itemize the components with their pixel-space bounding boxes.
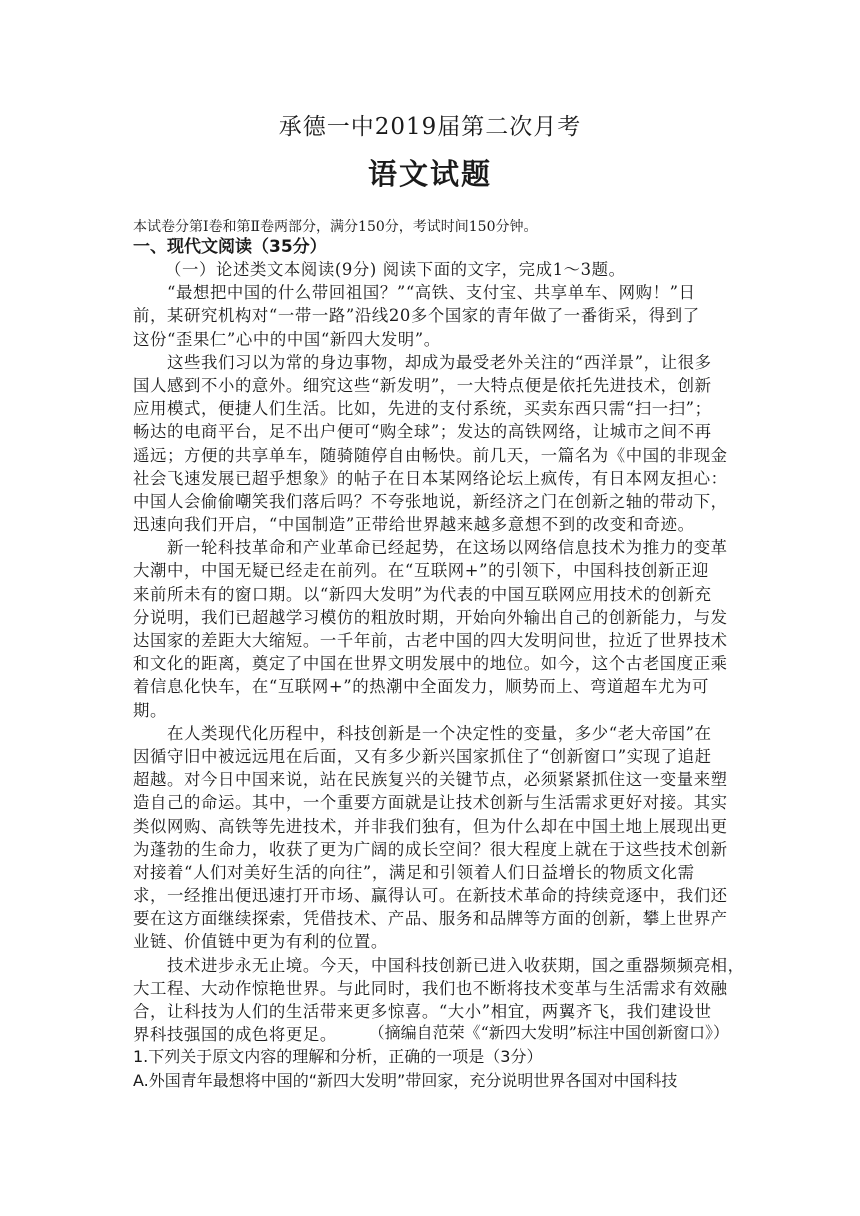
option-a: A.外国青年最想将中国的“新四大发明”带回家，充分说明世界各国对中国科技 <box>133 1071 678 1090</box>
article-line: 合，让科技为人们的生活带来更多惊喜。“大小”相宜，两翼齐飞，我们建设世 <box>133 1002 712 1021</box>
article-line: 新一轮科技革命和产业革命已经起势，在这场以网络信息技术为推力的变革 <box>133 538 728 558</box>
article-source: （摘编自范荣《“新四大发明”标注中国创新窗口》） <box>368 1023 729 1042</box>
article-line: 大工程、大动作惊艳世界。与此同时，我们也不断将技术变革与生活需求有效融 <box>133 978 728 998</box>
article-line: 畅达的电商平台，足不出户便可“购全球”；发达的高铁网络，让城市之间不再 <box>133 422 712 442</box>
article-line: 求，一经推出便迅速打开市场、赢得认可。在新技术革命的持续竞逐中，我们还 <box>133 886 728 906</box>
article-line: 技术进步永无止境。今天，中国科技创新已进入收获期，国之重器频频亮相， <box>133 955 745 975</box>
exam-subject-title: 语文试题 <box>367 157 492 191</box>
article-line: 因循守旧中被远远甩在后面，又有多少新兴国家抓住了“创新窗口”实现了追赶 <box>133 746 712 766</box>
article-line: 界科技强国的成色将更足。 <box>133 1025 337 1045</box>
section-heading: 一、现代文阅读（35分） <box>133 237 327 257</box>
article-line: “最想把中国的什么带回祖国？”“高铁、支付宝、共享单车、网购！”日 <box>133 283 696 303</box>
article-line: 对接着“人们对美好生活的向往”，满足和引领着人们日益增长的物质文化需 <box>133 862 695 882</box>
article-line: 和文化的距离，奠定了中国在世界文明发展中的地位。如今，这个古老国度正乘 <box>133 654 728 674</box>
article-line: 中国人会偷偷嘲笑我们落后吗？不夸张地说，新经济之门在创新之轴的带动下， <box>133 491 728 511</box>
article-line: 业链、价值链中更为有利的位置。 <box>133 932 388 952</box>
article-line: 达国家的差距大大缩短。一千年前，古老中国的四大发明问世，拉近了世界技术 <box>133 631 728 650</box>
article-lines <box>133 281 745 1046</box>
article-line: 类似网购、高铁等先进技术，并非我们独有，但为什么却在中国土地上展现出更 <box>133 816 728 836</box>
article-line: 迅速向我们开启，“中国制造”正带给世界越来越多意想不到的改变和奇迹。 <box>133 515 695 535</box>
article-line: 分说明，我们已超越学习模仿的粗放时期，开始向外输出自己的创新能力，与发 <box>133 607 728 627</box>
exam-instructions: 本试卷分第Ⅰ卷和第Ⅱ卷两部分，满分150分，考试时间150分钟。 <box>133 219 538 235</box>
article-line: 国人感到不小的意外。细究这些“新发明”，一大特点便是依托先进技术，创新 <box>133 375 712 395</box>
reading-passage <box>133 258 745 1046</box>
article-line: 这份“歪果仁”心中的中国“新四大发明”。 <box>133 329 441 349</box>
article-line: 应用模式，便捷人们生活。比如，先进的支付系统，买卖东西只需“扫一扫”； <box>133 399 712 419</box>
article-line: 期。 <box>133 700 167 720</box>
article-line: 遥远；方便的共享单车，随骑随停自由畅快。前几天，一篇名为《中国的非现金 <box>133 445 728 465</box>
article-line: 在人类现代化历程中，科技创新是一个决定性的变量，多少“老大帝国”在 <box>133 723 712 743</box>
article-line: 超越。对今日中国来说，站在民族复兴的关键节点，必须紧紧抓住这一变量来塑 <box>133 770 728 790</box>
sub-section-heading: （一）论述类文本阅读(9分) 阅读下面的文字，完成1～3题。 <box>165 260 626 279</box>
article-line: 社会飞速发展已超乎想象》的帖子在日本某网络论坛上疯传，有日本网友担心： <box>133 468 728 488</box>
article-line: 前，某研究机构对“一带一路”沿线20多个国家的青年做了一番街采，得到了 <box>133 306 700 326</box>
article-line: 这些我们习以为常的身边事物，却成为最受老外关注的“西洋景”，让很多 <box>133 352 712 372</box>
article-line: 为蓬勃的生命力，收获了更为广阔的成长空间？很大程度上就在于这些技术创新 <box>133 839 728 859</box>
article-line: 要在这方面继续探索，凭借技术、产品、服务和品牌等方面的创新，攀上世界产 <box>133 909 728 929</box>
article-line: 大潮中，中国无疑已经走在前列。在“互联网+”的引领下，中国科技创新正迎 <box>133 561 709 581</box>
article-line: 造自己的命运。其中，一个重要方面就是让技术创新与生活需求更好对接。其实 <box>133 793 728 813</box>
article-line: 来前所未有的窗口期。以“新四大发明”为代表的中国互联网应用技术的创新充 <box>133 584 712 604</box>
article-line: 着信息化快车，在“互联网+”的热潮中全面发力，顺势而上、弯道超车尤为可 <box>133 677 709 697</box>
question-stem: 1.下列关于原文内容的理解和分析，正确的一项是（3分） <box>133 1047 543 1066</box>
exam-title: 承德一中2019届第二次月考 <box>278 114 582 140</box>
